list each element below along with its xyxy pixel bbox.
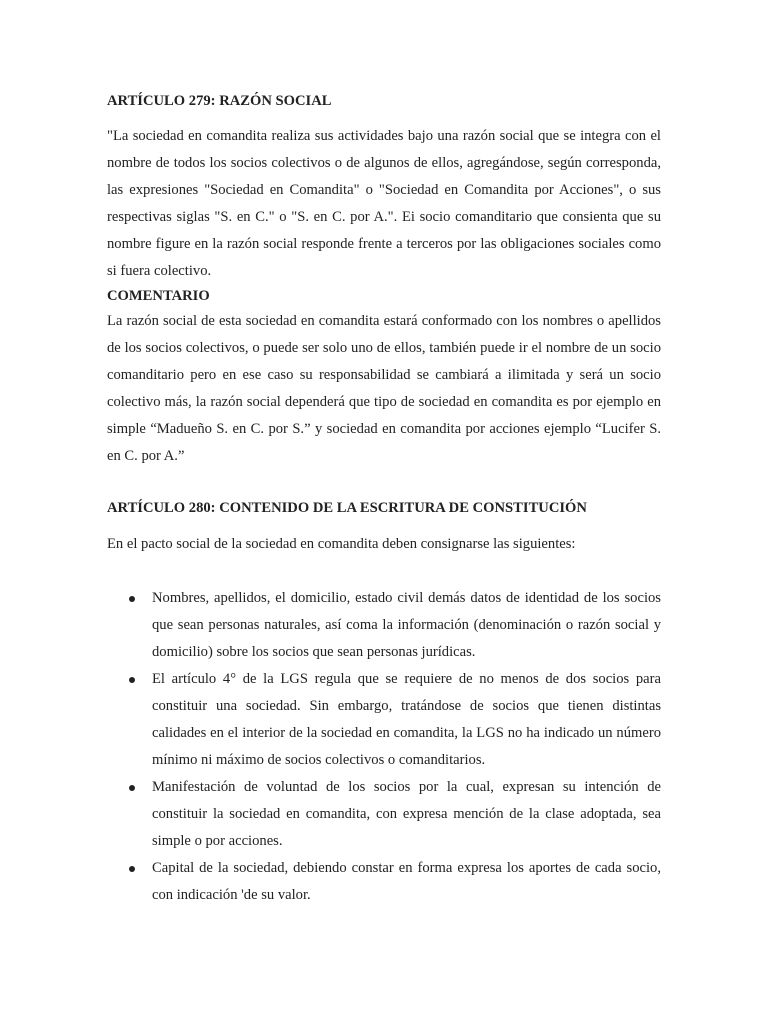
bullet-icon — [129, 866, 135, 872]
article-280-list — [107, 585, 661, 909]
article-280-intro: En el pacto social de la sociedad en comandita deben consignarse las siguientes: — [107, 536, 576, 552]
list-item-text: Manifestación de voluntad de los socios por la cual, expresan su intención de constituir la sociedad en comandita, con expresa mención de la clase adoptada, sea simple o por acciones. — [152, 779, 661, 849]
bullet-icon — [129, 677, 135, 683]
list-item — [107, 585, 661, 666]
article-279-heading: ARTÍCULO 279: RAZÓN SOCIAL — [107, 93, 332, 109]
comentario-text: La razón social de esta sociedad en comandita estará conformado con los nombres o apellidos de los socios colectivos, o puede ser solo uno de ellos, también puede ir el nombre de un socio comanditario pero en ese caso su responsabilidad se cambiará a ilimitada y será un socio colectivo más, la razón social dependerá que tipo de sociedad en comandita es por ejemplo en simple “Madueño S. en C. por S.” y sociedad en comandita por acciones ejemplo “Lucifer S. en C. por A.” — [107, 313, 661, 464]
list-item-text: Capital de la sociedad, debiendo constar en forma expresa los aportes de cada socio, con indicación 'de su valor. — [152, 860, 661, 903]
bullet-icon — [129, 785, 135, 791]
list-item-text: Nombres, apellidos, el domicilio, estado civil demás datos de identidad de los socios que sean personas naturales, así coma la información (denominación o razón social y domicilio) sobre los socios que sean personas jurídicas. — [152, 590, 661, 660]
list-item — [107, 774, 661, 855]
list-item-text: El artículo 4° de la LGS regula que se requiere de no menos de dos socios para constituir una sociedad. Sin embargo, tratándose de socios que tienen distintas calidades en el interior de la sociedad en comandita, la LGS no ha indicado un número mínimo ni máximo de socios colectivos o comanditarios. — [152, 671, 661, 768]
article-280-heading: ARTÍCULO 280: CONTENIDO DE LA ESCRITURA DE CONSTITUCIÓN — [107, 500, 587, 516]
article-279-text: "La sociedad en comandita realiza sus actividades bajo una razón social que se integra con el nombre de todos los socios colectivos o de algunos de ellos, agregándose, según corresponda, las expresiones "Sociedad en Comandita" o "Sociedad en Comandita por Acciones", o sus respectivas siglas "S. en C." o "S. en C. por A.". Ei socio comanditario que consienta que su nombre figure en la razón social responde frente a terceros por las obligaciones sociales como si fuera colectivo. — [107, 128, 661, 279]
list-item — [107, 855, 661, 909]
list-item — [107, 666, 661, 774]
comentario-heading: COMENTARIO — [107, 288, 210, 304]
bullet-icon — [129, 596, 135, 602]
